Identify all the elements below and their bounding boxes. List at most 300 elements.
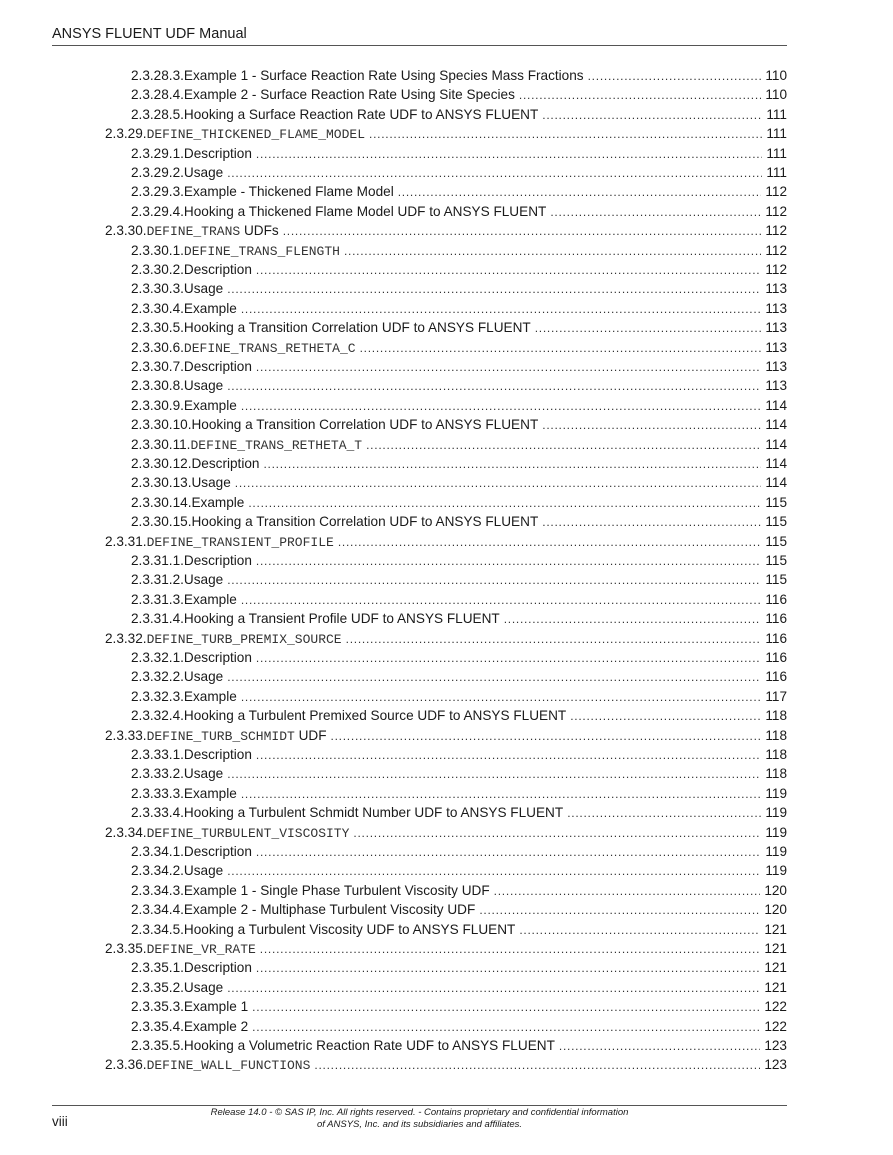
toc-page-number: 112: [765, 203, 787, 219]
toc-page-number: 122: [764, 999, 787, 1015]
toc-section-number: 2.3.34.1.: [131, 844, 184, 859]
toc-entry[interactable]: [131, 1036, 787, 1055]
toc-page-number: 116: [765, 669, 787, 685]
dot-leader: [227, 571, 761, 590]
toc-macro-name: DEFINE_TRANS: [146, 224, 241, 240]
toc-section-title: [184, 144, 252, 163]
toc-entry[interactable]: [131, 163, 787, 182]
toc-page-number: 114: [765, 456, 787, 471]
toc-section-number: 2.3.31.1.: [131, 553, 184, 568]
toc-entry[interactable]: [105, 939, 787, 958]
toc-entry[interactable]: [131, 182, 787, 201]
toc-macro-name: DEFINE_THICKENED_FLAME_MODEL: [146, 127, 366, 143]
dot-leader: [256, 261, 761, 280]
dot-leader: [570, 707, 761, 726]
toc-title-text: Example 1 - Single Phase Turbulent Viscosity UDF: [183, 882, 490, 898]
toc-section-number: 2.3.30.11.: [131, 436, 191, 452]
toc-section-title: [184, 997, 248, 1016]
toc-section-number: 2.3.30.7.: [131, 359, 184, 374]
toc-entry[interactable]: [131, 144, 787, 163]
toc-title-text: Description: [183, 747, 252, 762]
toc-title-text: Hooking a Surface Reaction Rate UDF to ANSYS FLUENT: [183, 106, 539, 122]
toc-entry[interactable]: [105, 532, 787, 551]
toc-title-text: Usage: [183, 165, 224, 180]
toc-entry[interactable]: [131, 551, 787, 570]
dot-leader: [256, 959, 760, 978]
toc-title-text: Usage: [191, 475, 231, 491]
toc-section-number: 2.3.28.5.: [131, 106, 184, 122]
toc-page-number: 112: [765, 242, 787, 258]
manual-title: ANSYS FLUENT UDF Manual: [52, 26, 247, 42]
toc-title-text: Usage: [183, 281, 224, 297]
toc-title-text: Example: [183, 688, 237, 704]
dot-leader: [360, 339, 762, 358]
toc-page-number: 116: [765, 630, 787, 646]
toc-macro-name: DEFINE_TRANS_RETHETA_T: [190, 437, 363, 453]
toc-page-number: 119: [765, 805, 787, 821]
toc-title-text: Usage: [183, 863, 224, 879]
toc-page-number: 119: [765, 824, 787, 840]
dot-leader: [260, 940, 761, 959]
dot-leader: [366, 436, 761, 455]
toc-section-number: 2.3.32.2.: [131, 669, 184, 685]
toc-page-number: 112: [765, 223, 787, 239]
toc-section-number: 2.3.31.3.: [131, 591, 184, 607]
toc-title-text: Example - Thickened Flame Model: [183, 184, 394, 200]
toc-section-title: [184, 667, 223, 686]
copyright-notice: [52, 1107, 787, 1130]
toc-section-title: [184, 357, 252, 376]
toc-title-text: Description: [183, 553, 252, 568]
toc-title-text: Example 2 - Surface Reaction Rate Using Site Species: [183, 87, 515, 103]
toc-entry[interactable]: [131, 570, 787, 589]
toc-section-title: [184, 706, 566, 725]
toc-entry[interactable]: [131, 958, 787, 977]
dot-leader: [241, 300, 762, 319]
toc-section-title: [147, 221, 279, 241]
dot-leader: [252, 1018, 760, 1037]
toc-section-title: [184, 609, 500, 628]
toc-entry[interactable]: [131, 687, 787, 706]
toc-section-number: 2.3.33.4.: [131, 805, 184, 821]
toc-section-number: 2.3.32.: [105, 630, 147, 646]
toc-section-title: [147, 939, 256, 959]
toc-entry[interactable]: [131, 920, 787, 939]
toc-section-title: [184, 842, 252, 861]
toc-section-title: [184, 1017, 248, 1036]
toc-page-number: 121: [764, 960, 787, 976]
toc-page-number: 110: [765, 87, 787, 103]
toc-page-number: 111: [766, 126, 787, 142]
toc-page-number: 122: [764, 1018, 787, 1034]
toc-page-number: 113: [765, 339, 787, 355]
dot-leader: [235, 474, 762, 493]
toc-page-number: 123: [764, 1057, 787, 1073]
toc-entry[interactable]: [131, 648, 787, 667]
toc-entry[interactable]: [131, 1017, 787, 1036]
toc-title-suffix: UDF: [294, 727, 327, 743]
toc-section-title: [190, 435, 362, 455]
toc-title-text: Example 1 - Surface Reaction Rate Using Species Mass Fractions: [183, 68, 584, 83]
toc-section-number: 2.3.30.6.: [131, 339, 184, 355]
dot-leader: [550, 203, 761, 222]
toc-title-text: Description: [183, 650, 252, 665]
toc-title-text: Example 2 - Multiphase Turbulent Viscosity UDF: [183, 902, 476, 918]
toc-section-title: [184, 338, 356, 358]
toc-page-number: 113: [765, 378, 787, 394]
toc-section-title: [184, 745, 252, 764]
toc-title-text: Hooking a Transition Correlation UDF to ANSYS FLUENT: [191, 514, 539, 530]
toc-section-title: [191, 473, 230, 492]
toc-title-text: Example: [183, 591, 237, 607]
toc-title-text: Example: [191, 494, 245, 510]
toc-section-title: [184, 978, 223, 997]
toc-entry[interactable]: [131, 881, 787, 900]
toc-macro-name: DEFINE_TURB_PREMIX_SOURCE: [146, 631, 342, 647]
toc-section-number: 2.3.33.1.: [131, 747, 184, 762]
toc-section-number: 2.3.30.2.: [131, 262, 184, 277]
toc-entry[interactable]: [131, 279, 787, 298]
toc-section-number: 2.3.33.2.: [131, 766, 184, 782]
toc-page-number: 117: [765, 688, 787, 704]
toc-entry[interactable]: [131, 590, 787, 609]
toc-page-number: 118: [765, 747, 787, 762]
toc-section-number: 2.3.35.5.: [131, 1038, 184, 1053]
toc-section-number: 2.3.32.3.: [131, 688, 184, 704]
toc-section-title: [191, 454, 259, 473]
toc-section-title: [184, 958, 252, 977]
toc-title-text: Hooking a Turbulent Premixed Source UDF to ANSYS FLUENT: [183, 708, 567, 724]
toc-page-number: 121: [764, 921, 787, 937]
toc-title-text: Description: [183, 359, 252, 374]
toc-section-title: [191, 493, 244, 512]
dot-leader: [542, 106, 762, 125]
dot-leader: [494, 882, 761, 901]
toc-section-number: 2.3.33.: [105, 727, 147, 743]
toc-section-title: [184, 900, 475, 919]
dot-leader: [227, 280, 761, 299]
dot-leader: [338, 533, 762, 552]
toc-page-number: 115: [765, 533, 787, 549]
dot-leader: [504, 610, 762, 629]
dot-leader: [241, 688, 762, 707]
toc-section-number: 2.3.34.2.: [131, 863, 184, 879]
toc-entry[interactable]: [131, 997, 787, 1016]
toc-entry[interactable]: [131, 745, 787, 764]
toc-title-text: Description: [183, 262, 252, 277]
toc-entry[interactable]: [131, 803, 787, 822]
toc-section-title: [184, 279, 223, 298]
toc-entry[interactable]: [131, 435, 787, 454]
dot-leader: [241, 591, 762, 610]
toc-page-number: 120: [764, 902, 787, 918]
toc-section-number: 2.3.29.2.: [131, 165, 184, 180]
toc-entry[interactable]: [131, 784, 787, 803]
toc-section-number: 2.3.30.1.: [131, 242, 184, 258]
toc-entry[interactable]: [131, 609, 787, 628]
copyright-line-1: Release 14.0 - © SAS IP, Inc. All rights reserved. - Contains proprietary and confidential information: [210, 1107, 629, 1118]
toc-section-title: [184, 318, 531, 337]
toc-section-number: 2.3.30.8.: [131, 378, 184, 394]
toc-section-title: [184, 182, 394, 201]
dot-leader: [542, 416, 761, 435]
dot-leader: [331, 727, 762, 746]
toc-entry[interactable]: [131, 85, 787, 104]
toc-page-number: 116: [765, 611, 787, 627]
toc-title-text: Hooking a Transition Correlation UDF to ANSYS FLUENT: [191, 417, 539, 433]
toc-section-title: [184, 590, 237, 609]
dot-leader: [398, 183, 762, 202]
toc-entry[interactable]: [131, 667, 787, 686]
toc-section-number: 2.3.30.14.: [131, 494, 192, 510]
toc-entry[interactable]: [131, 512, 787, 531]
dot-leader: [227, 377, 761, 396]
toc-entry[interactable]: [131, 473, 787, 492]
dot-leader: [314, 1056, 760, 1075]
toc-section-title: [191, 415, 538, 434]
toc-section-number: 2.3.28.3.: [131, 68, 184, 83]
toc-section-number: 2.3.30.5.: [131, 320, 184, 336]
toc-section-number: 2.3.34.5.: [131, 921, 184, 937]
copyright-line-2: of ANSYS, Inc. and its subsidiaries and affiliates.: [316, 1118, 523, 1130]
toc-page-number: 118: [765, 708, 787, 724]
toc-title-text: Hooking a Transient Profile UDF to ANSYS FLUENT: [183, 611, 500, 627]
toc-title-text: Example: [183, 397, 237, 413]
dot-leader: [256, 843, 761, 862]
dot-leader: [353, 824, 761, 843]
toc-section-title: [184, 163, 223, 182]
running-header: [52, 24, 787, 46]
dot-leader: [241, 785, 762, 804]
dot-leader: [346, 630, 762, 649]
toc-section-title: [184, 803, 563, 822]
toc-page-number: 119: [765, 844, 787, 859]
toc-title-text: Usage: [183, 572, 224, 588]
toc-title-text: Usage: [183, 669, 224, 685]
toc-entry[interactable]: [131, 357, 787, 376]
toc-title-text: Example: [183, 300, 237, 316]
toc-entry[interactable]: [131, 105, 787, 124]
toc-section-number: 2.3.29.1.: [131, 145, 184, 161]
toc-section-title: [184, 396, 237, 415]
toc-section-number: 2.3.33.3.: [131, 785, 184, 801]
toc-entry[interactable]: [105, 726, 787, 745]
toc-entry[interactable]: [105, 823, 787, 842]
toc-section-number: 2.3.30.9.: [131, 397, 184, 413]
dot-leader: [252, 998, 760, 1017]
toc-section-number: 2.3.34.4.: [131, 902, 184, 918]
toc-entry[interactable]: [131, 318, 787, 337]
toc-section-number: 2.3.31.2.: [131, 572, 184, 588]
dot-leader: [227, 668, 761, 687]
dot-leader: [519, 921, 760, 940]
dot-leader: [344, 242, 761, 261]
toc-title-text: Description: [183, 145, 252, 161]
toc-page-number: 115: [765, 514, 787, 530]
toc-macro-name: DEFINE_TRANS_FLENGTH: [183, 243, 340, 259]
dot-leader: [256, 145, 762, 164]
toc-section-number: 2.3.30.15.: [131, 514, 192, 530]
toc-section-number: 2.3.29.3.: [131, 184, 184, 200]
toc-section-number: 2.3.35.: [105, 941, 147, 956]
toc-page-number: 113: [765, 320, 787, 336]
toc-title-text: Hooking a Turbulent Schmidt Number UDF to ANSYS FLUENT: [183, 805, 564, 821]
dot-leader: [283, 222, 762, 241]
toc-page-number: 120: [764, 882, 787, 898]
toc-section-title: [147, 532, 334, 552]
toc-section-number: 2.3.31.4.: [131, 611, 184, 627]
toc-page-number: 114: [765, 475, 787, 491]
toc-page-number: 113: [765, 359, 787, 374]
toc-page-number: 119: [765, 785, 787, 801]
toc-section-title: [184, 299, 237, 318]
toc-title-text: Hooking a Transition Correlation UDF to ANSYS FLUENT: [183, 320, 531, 336]
toc-entry[interactable]: [105, 629, 787, 648]
toc-section-title: [184, 260, 252, 279]
toc-title-text: Hooking a Volumetric Reaction Rate UDF to ANSYS FLUENT: [183, 1038, 555, 1053]
toc-section-number: 2.3.34.3.: [131, 882, 184, 898]
toc-section-title: [184, 570, 223, 589]
toc-section-number: 2.3.35.4.: [131, 1018, 184, 1034]
toc-section-number: 2.3.30.10.: [131, 417, 192, 433]
toc-section-number: 2.3.30.12.: [131, 456, 192, 471]
toc-section-number: 2.3.29.: [105, 126, 147, 142]
toc-entry[interactable]: [131, 260, 787, 279]
toc-macro-name: DEFINE_VR_RATE: [146, 942, 256, 957]
toc-section-title: [147, 726, 327, 746]
toc-macro-name: DEFINE_TRANSIENT_PROFILE: [146, 534, 334, 550]
toc-section-title: [147, 1055, 311, 1075]
dot-leader: [519, 86, 761, 105]
dot-leader: [241, 397, 762, 416]
dot-leader: [248, 494, 761, 513]
toc-section-number: 2.3.29.4.: [131, 203, 184, 219]
dot-leader: [256, 649, 761, 668]
toc-entry[interactable]: [131, 376, 787, 395]
toc-section-number: 2.3.32.1.: [131, 650, 184, 665]
toc-entry[interactable]: [131, 900, 787, 919]
toc-section-number: 2.3.30.3.: [131, 281, 184, 297]
dot-leader: [256, 552, 761, 571]
dot-leader: [588, 67, 762, 86]
toc-section-title: [147, 629, 342, 649]
page-footer: [52, 1105, 787, 1138]
dot-leader: [227, 164, 762, 183]
toc-page-number: 111: [766, 145, 787, 161]
toc-entry[interactable]: [105, 221, 787, 240]
toc-page-number: 118: [765, 727, 787, 743]
toc-entry[interactable]: [131, 978, 787, 997]
toc-title-text: Description: [191, 456, 260, 471]
toc-title-text: Usage: [183, 766, 224, 782]
footer-page-number: viii: [52, 1114, 68, 1129]
toc-section-title: [184, 648, 252, 667]
toc-entry[interactable]: [131, 454, 787, 473]
toc-section-title: [147, 823, 350, 843]
toc-title-text: Hooking a Thickened Flame Model UDF to ANSYS FLUENT: [183, 203, 547, 219]
toc-section-number: 2.3.28.4.: [131, 87, 184, 103]
toc-page-number: 111: [766, 106, 787, 122]
dot-leader: [227, 862, 761, 881]
dot-leader: [227, 979, 760, 998]
toc-entry[interactable]: [105, 1055, 787, 1074]
toc-macro-name: DEFINE_WALL_FUNCTIONS: [146, 1058, 311, 1074]
toc-section-number: 2.3.30.4.: [131, 300, 184, 316]
dot-leader: [263, 455, 761, 474]
toc-section-title: [184, 551, 252, 570]
toc-section-title: [184, 241, 340, 261]
toc-page-number: 118: [765, 766, 787, 782]
toc-entry[interactable]: [131, 241, 787, 260]
toc-page-number: 113: [765, 300, 787, 316]
toc-title-text: Description: [183, 960, 252, 976]
toc-section-title: [147, 124, 365, 144]
toc-section-title: [184, 861, 223, 880]
toc-entry[interactable]: [131, 299, 787, 318]
toc-macro-name: DEFINE_TURBULENT_VISCOSITY: [146, 825, 350, 841]
toc-section-number: 2.3.31.: [105, 533, 147, 549]
toc-entry[interactable]: [131, 415, 787, 434]
toc-section-number: 2.3.34.: [105, 824, 147, 840]
toc-section-title: [184, 687, 237, 706]
dot-leader: [256, 358, 761, 377]
toc-section-number: 2.3.35.3.: [131, 999, 184, 1015]
toc-page-number: 115: [765, 572, 787, 588]
toc-section-number: 2.3.35.1.: [131, 960, 184, 976]
toc-section-title: [184, 105, 538, 124]
toc-page-number: 114: [765, 436, 787, 452]
dot-leader: [479, 901, 760, 920]
toc-section-title: [191, 512, 538, 531]
toc-entry[interactable]: [131, 764, 787, 783]
dot-leader: [369, 125, 762, 144]
toc-section-title: [184, 376, 223, 395]
toc-section-title: [184, 881, 490, 900]
toc-section-number: 2.3.30.: [105, 223, 147, 239]
toc-entry[interactable]: [131, 493, 787, 512]
toc-entry[interactable]: [131, 396, 787, 415]
toc-page-number: 116: [765, 650, 787, 665]
toc-title-text: Usage: [183, 979, 224, 995]
toc-section-title: [184, 764, 223, 783]
toc-page-number: 121: [764, 979, 787, 995]
dot-leader: [542, 513, 761, 532]
toc-section-title: [184, 202, 546, 221]
toc-page-number: 113: [765, 281, 787, 297]
toc-title-text: Example: [183, 785, 237, 801]
dot-leader: [567, 804, 761, 823]
toc-section-title: [184, 66, 584, 85]
toc-page-number: 116: [765, 591, 787, 607]
toc-entry[interactable]: [105, 124, 787, 143]
toc-page-number: 123: [764, 1038, 787, 1053]
toc-entry[interactable]: [131, 861, 787, 880]
dot-leader: [227, 765, 761, 784]
dot-leader: [535, 319, 762, 338]
toc-entry[interactable]: [131, 706, 787, 725]
toc-section-number: 2.3.32.4.: [131, 708, 184, 724]
toc-section-number: 2.3.36.: [105, 1057, 147, 1073]
toc-entry[interactable]: [131, 842, 787, 861]
toc-entry[interactable]: [131, 66, 787, 85]
toc-page-number: 112: [765, 184, 787, 200]
toc-entry[interactable]: [131, 202, 787, 221]
toc-section-number: 2.3.35.2.: [131, 979, 184, 995]
toc-title-text: Example 2: [183, 1018, 249, 1034]
toc-page-number: 119: [765, 863, 787, 879]
toc-entry[interactable]: [131, 338, 787, 357]
toc-macro-name: DEFINE_TRANS_RETHETA_C: [183, 340, 356, 356]
